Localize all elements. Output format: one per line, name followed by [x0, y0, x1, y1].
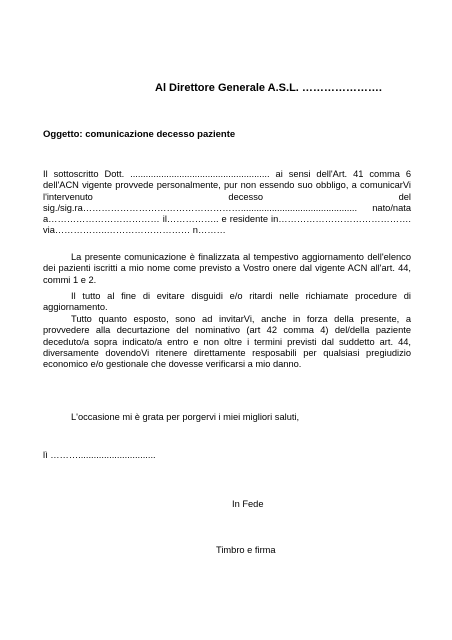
greeting-line: L'occasione mi è grata per porgervi i miei migliori saluti, [71, 412, 300, 422]
paragraph-aim: Il tutto al fine di evitare disguidi e/o ritardi nelle richiamate procedure di aggiornamento. [43, 291, 411, 313]
subject-line: Oggetto: comunicazione decesso paziente [43, 129, 236, 140]
addressee-line: Al Direttore Generale A.S.L. …………………. [155, 82, 382, 94]
paragraph-purpose: La presente comunicazione è finalizzata al tempestivo aggiornamento dell'elenco dei pazienti iscritti a mio nome come previsto a Vostro onere dal vigente ACN all'art. 44, commi 1 e 2. [43, 252, 411, 285]
stamp-signature-label: Timbro e firma [216, 545, 276, 555]
paragraph-declaration: Il sottoscritto Dott. ...................................................... ai sensi dell'Art. 41 comma 6 dell'ACN vigente provvede personalmente, pur non essendo suo obbligo, a comunicarVi l'intervenuto decesso del sig./sig.ra……………………………………………............................................. nato/nata a……………………………… il…………….. e residente in……………………………………. via……………..……………………… n……… [43, 169, 411, 236]
closing-in-fede: In Fede [232, 499, 264, 509]
paragraph-request: Tutto quanto esposto, sono ad invitarVi, anche in forza della presente, a provvedere alla decurtazione del nominativo (art 42 comma 4) del/della paziente deceduto/a sopra indicato/a entro e non oltre i termini previsti dal suddetto art. 44, diversamente dovendoVi ritenere direttamente resposabili per qualsiasi pregiudizio economico e/o gestionale che dovesse verificarsi a mio danno. [43, 314, 411, 370]
place-date-line: lì ……….............................. [43, 450, 156, 460]
